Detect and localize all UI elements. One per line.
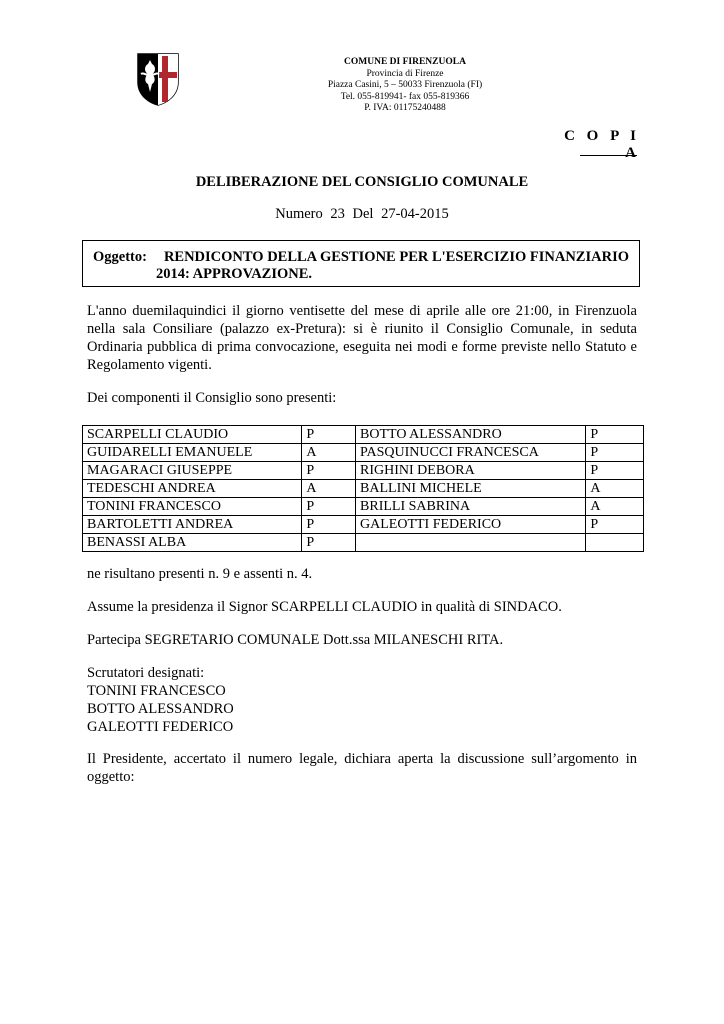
indirizzo: Piazza Casini, 5 – 50033 Firenzuola (FI) [327,80,483,90]
numero-value: 23 [330,206,345,222]
member-name: MAGARACI GIUSEPPE [83,462,302,480]
scrutatore: TONINI FRANCESCO [87,683,226,699]
risultano-line: ne risultano presenti n. 9 e assenti n. 4. [87,566,313,582]
document-title: DELIBERAZIONE DEL CONSIGLIO COMUNALE [195,174,529,190]
table-row [83,480,644,498]
table-row [83,498,644,516]
member-status: P [302,516,356,534]
member-status: A [586,480,644,498]
member-name [356,534,586,552]
oggetto-box [82,240,640,287]
partecipa-line: Partecipa SEGRETARIO COMUNALE Dott.ssa MILANESCHI RITA. [87,632,504,648]
intro-paragraph [87,302,637,374]
member-name: SCARPELLI CLAUDIO [83,426,302,444]
member-status [586,534,644,552]
member-status: P [302,462,356,480]
member-name: TEDESCHI ANDREA [83,480,302,498]
oggetto-line-1: RENDICONTO DELLA GESTIONE PER L'ESERCIZIO FINANZIARIO [163,249,629,265]
deliberation-date: 27-04-2015 [381,206,449,222]
table-row [83,444,644,462]
member-status: P [586,444,644,462]
scrutatore: GALEOTTI FEDERICO [87,719,234,735]
oggetto-line-2: 2014: APPROVAZIONE. [156,266,313,282]
member-name: GUIDARELLI EMANUELE [83,444,302,462]
presidenza-line: Assume la presidenza il Signor SCARPELLI CLAUDIO in qualità di SINDACO. [87,599,562,615]
member-status: P [586,516,644,534]
member-status: P [302,498,356,516]
provincia: Provincia di Firenze [366,68,444,79]
scrutatore: BOTTO ALESSANDRO [87,701,234,717]
deliberation-number [0,206,724,223]
member-status: A [302,444,356,462]
member-status: P [302,534,356,552]
intro-line: L'anno duemilaquindici il giorno ventisette del mese di aprile alle ore 21:00, in Firenzuola [87,303,637,319]
final-paragraph [87,750,637,786]
del-label: Del [352,206,374,222]
numero-label: Numero [275,206,323,222]
oggetto-label: Oggetto: [93,249,147,265]
table-row [83,426,644,444]
members-table [82,425,644,552]
intro-line: nella sala Consiliare (palazzo ex-Pretura): si è riunito il Consiglio Comunale, in seduta [87,321,637,337]
comune-name: COMUNE DI FIRENZUOLA [344,57,466,67]
intro-line: Ordinaria pubblica di prima convocazione, eseguita nei modi e forme previste nello Statuto e [87,339,637,355]
firenzuola-crest-icon [136,52,180,106]
copia-label: C O P I A [564,128,640,161]
member-name: BARTOLETTI ANDREA [83,516,302,534]
member-status: P [302,426,356,444]
table-row [83,462,644,480]
table-row [83,534,644,552]
member-name: TONINI FRANCESCO [83,498,302,516]
member-name: RIGHINI DEBORA [356,462,586,480]
final-line: oggetto: [87,769,135,785]
member-status: P [586,462,644,480]
member-name: GALEOTTI FEDERICO [356,516,586,534]
presenti-label: Dei componenti il Consiglio sono presenti: [87,390,337,406]
scrutatori-label: Scrutatori designati: [87,665,205,681]
partita-iva: P. IVA: 01175240488 [364,103,446,113]
table-row [83,516,644,534]
member-status: P [586,426,644,444]
member-name: BRILLI SABRINA [356,498,586,516]
intro-line: Regolamento vigenti. [87,357,212,373]
member-name: PASQUINUCCI FRANCESCA [356,444,586,462]
member-name: BENASSI ALBA [83,534,302,552]
member-name: BALLINI MICHELE [356,480,586,498]
member-status: A [302,480,356,498]
final-line: Il Presidente, accertato il numero legale, dichiara aperta la discussione sull’argomento in [87,751,637,767]
copia-underline [580,155,637,156]
member-name: BOTTO ALESSANDRO [356,426,586,444]
telefono: Tel. 055-819941- fax 055-819366 [340,91,470,102]
municipality-header [300,57,510,115]
member-status: A [586,498,644,516]
